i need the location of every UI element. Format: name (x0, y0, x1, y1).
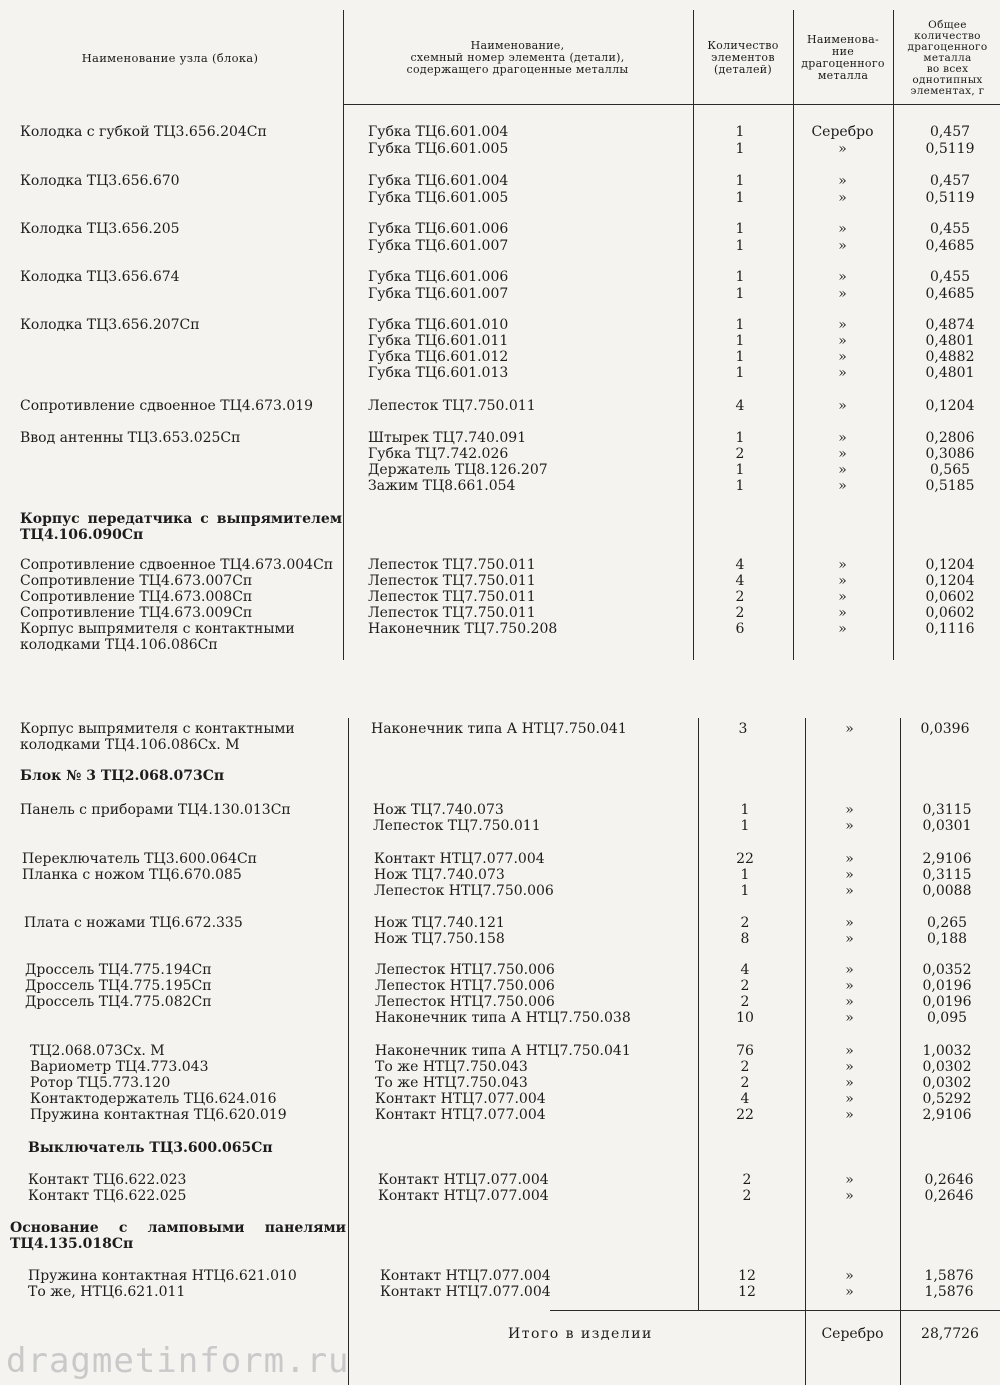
amount: 0,0196 (922, 978, 972, 994)
quantity: 4 (735, 557, 745, 573)
amount: 0,2646 (924, 1172, 974, 1188)
amount: 0,4882 (925, 349, 975, 365)
page-gap (0, 660, 1000, 718)
metal: » (838, 349, 847, 365)
node-name: Сопротивление ТЦ4.673.008Сп (20, 589, 253, 605)
amount: 2,9106 (922, 851, 972, 867)
metal: » (845, 1107, 854, 1123)
amount: 0,095 (926, 1010, 968, 1026)
amount: 0,5119 (925, 190, 975, 206)
header-element: Наименование, схемный номер элемента (детали), содержащего драгоценные металлы (406, 39, 629, 76)
quantity: 4 (735, 573, 745, 589)
column-divider-3 (793, 10, 794, 678)
node-name: Дроссель ТЦ4.775.195Сп (25, 978, 212, 994)
node-name: То же, НТЦ6.621.011 (28, 1284, 186, 1300)
amount: 0,1204 (925, 573, 975, 589)
node-name: Корпус передатчика с выпрямителем ТЦ4.106.090Сп (20, 511, 347, 543)
metal: » (845, 818, 854, 834)
metal: » (838, 462, 847, 478)
element-name: Губка ТЦ6.601.005 (368, 190, 509, 206)
quantity: 12 (738, 1268, 756, 1284)
quantity: 4 (740, 1091, 750, 1107)
node-name: Ротор ТЦ5.773.120 (30, 1075, 171, 1091)
quantity: 1 (735, 124, 745, 140)
quantity: 2 (735, 589, 745, 605)
element-name: Лепесток ТЦ7.750.011 (373, 818, 541, 834)
node-name: Дроссель ТЦ4.775.082Сп (25, 994, 212, 1010)
amount: 0,455 (929, 221, 971, 237)
amount: 0,565 (929, 462, 971, 478)
metal: » (838, 589, 847, 605)
amount: 2,9106 (922, 1107, 972, 1123)
metal: » (845, 931, 854, 947)
metal: » (845, 1188, 854, 1204)
element-name: Лепесток ТЦ7.750.011 (368, 589, 536, 605)
quantity: 6 (735, 621, 745, 637)
amount: 0,3115 (922, 867, 972, 883)
node-name: Колодка ТЦ3.656.207Сп (20, 317, 200, 333)
quantity: 22 (736, 851, 754, 867)
quantity: 2 (740, 1059, 750, 1075)
amount: 0,5119 (925, 141, 975, 157)
quantity: 1 (740, 802, 750, 818)
metal: » (838, 557, 847, 573)
element-name: Держатель ТЦ8.126.207 (368, 462, 548, 478)
element-name: Губка ТЦ6.601.007 (368, 286, 509, 302)
metal: » (838, 269, 847, 285)
quantity: 1 (735, 286, 745, 302)
element-name: Губка ТЦ6.601.010 (368, 317, 509, 333)
element-name: Наконечник типа А НТЦ7.750.038 (375, 1010, 631, 1026)
element-name: Контакт НТЦ7.077.004 (375, 1107, 546, 1123)
quantity: 22 (736, 1107, 754, 1123)
element-name: Лепесток ТЦ7.750.011 (368, 398, 536, 414)
node-name: Сопротивление ТЦ4.673.007Сп (20, 573, 253, 589)
quantity: 1 (735, 349, 745, 365)
element-name: Лепесток НТЦ7.750.006 (375, 978, 555, 994)
quantity: 1 (735, 190, 745, 206)
amount: 0,4801 (925, 333, 975, 349)
quantity: 2 (735, 605, 745, 621)
amount: 0,4685 (925, 238, 975, 254)
total-amount: 28,7726 (921, 1326, 979, 1342)
amount: 0,1204 (925, 398, 975, 414)
quantity: 1 (735, 317, 745, 333)
element-name: Лепесток ТЦ7.750.011 (368, 573, 536, 589)
amount: 0,0302 (922, 1075, 972, 1091)
node-name: Контактодержатель ТЦ6.624.016 (30, 1091, 277, 1107)
element-name: Контакт НТЦ7.077.004 (380, 1284, 551, 1300)
metal: » (845, 1284, 854, 1300)
amount: 0,4874 (925, 317, 975, 333)
element-name: Контакт НТЦ7.077.004 (380, 1268, 551, 1284)
element-name: Штырек ТЦ7.740.091 (368, 430, 527, 446)
column-divider-4 (893, 10, 894, 678)
element-name: Губка ТЦ6.601.012 (368, 349, 509, 365)
amount: 0,2806 (925, 430, 975, 446)
metal: » (845, 962, 854, 978)
node-name: Контакт ТЦ6.622.025 (28, 1188, 187, 1204)
quantity: 2 (740, 915, 750, 931)
amount: 0,0602 (925, 589, 975, 605)
quantity: 1 (740, 818, 750, 834)
column-divider-2 (693, 10, 694, 678)
amount: 0,2646 (924, 1188, 974, 1204)
metal: » (845, 883, 854, 899)
node-name: Блок № 3 ТЦ2.068.073Сп (20, 768, 225, 784)
amount: 0,5185 (925, 478, 975, 494)
metal: » (845, 1059, 854, 1075)
element-name: Губка ТЦ6.601.006 (368, 221, 509, 237)
element-name: Зажим ТЦ8.661.054 (368, 478, 516, 494)
amount: 0,0396 (920, 721, 970, 737)
element-name: Губка ТЦ6.601.006 (368, 269, 509, 285)
metal: » (838, 221, 847, 237)
metal: » (838, 238, 847, 254)
quantity: 1 (735, 141, 745, 157)
quantity: 1 (740, 883, 750, 899)
quantity: 4 (735, 398, 745, 414)
metal: » (838, 621, 847, 637)
element-name: Контакт НТЦ7.077.004 (374, 851, 545, 867)
node-name: Плата с ножами ТЦ6.672.335 (24, 915, 243, 931)
quantity: 4 (740, 962, 750, 978)
node-name: Сопротивление ТЦ4.673.009Сп (20, 605, 253, 621)
element-name: Губка ТЦ6.601.004 (368, 173, 509, 189)
node-name: Выключатель ТЦ3.600.065Сп (28, 1140, 273, 1156)
amount: 0,5292 (922, 1091, 972, 1107)
total-label: Итого в изделии (508, 1326, 653, 1342)
metal: » (838, 446, 847, 462)
element-name: Наконечник ТЦ7.750.208 (368, 621, 558, 637)
metal: » (838, 365, 847, 381)
metal: » (845, 978, 854, 994)
metal: » (845, 1043, 854, 1059)
node-name: Колодка ТЦ3.656.205 (20, 221, 180, 237)
amount: 0,265 (926, 915, 968, 931)
amount: 1,5876 (924, 1284, 974, 1300)
element-name: Контакт НТЦ7.077.004 (375, 1091, 546, 1107)
amount: 0,0352 (922, 962, 972, 978)
quantity: 1 (740, 867, 750, 883)
element-name: То же НТЦ7.750.043 (375, 1075, 528, 1091)
element-name: Лепесток НТЦ7.750.006 (375, 994, 555, 1010)
element-name: Нож ТЦ7.740.073 (374, 867, 505, 883)
metal: » (845, 721, 854, 737)
metal: » (845, 867, 854, 883)
node-name: Колодка ТЦ3.656.674 (20, 269, 180, 285)
header-metal: Наименова- ние драгоценного металла (801, 33, 885, 82)
node-name: Переключатель ТЦ3.600.064Сп (22, 851, 258, 867)
metal: » (845, 1075, 854, 1091)
quantity: 2 (742, 1188, 752, 1204)
amount: 0,0088 (922, 883, 972, 899)
quantity: 2 (740, 978, 750, 994)
element-name: Нож ТЦ7.740.121 (374, 915, 505, 931)
metal: » (838, 398, 847, 414)
metal: » (845, 915, 854, 931)
total-metal: Серебро (821, 1326, 884, 1342)
quantity: 1 (735, 365, 745, 381)
metal: » (845, 1172, 854, 1188)
header-node: Наименование узла (блока) (81, 51, 259, 65)
amount: 0,0301 (922, 818, 972, 834)
quantity: 1 (735, 221, 745, 237)
quantity: 1 (735, 269, 745, 285)
amount: 0,0602 (925, 605, 975, 621)
amount: 0,457 (929, 124, 971, 140)
node-name: Сопротивление сдвоенное ТЦ4.673.004Сп (20, 557, 334, 573)
metal: » (845, 1010, 854, 1026)
node-name: Корпус выпрямителя с контактными колодками ТЦ4.106.086Сп (20, 621, 300, 653)
node-name: Контакт ТЦ6.622.023 (28, 1172, 187, 1188)
element-name: Лепесток НТЦ7.750.006 (374, 883, 554, 899)
amount: 0,0196 (922, 994, 972, 1010)
metal: » (845, 1268, 854, 1284)
metal: » (838, 605, 847, 621)
amount: 0,1116 (925, 621, 975, 637)
element-name: Нож ТЦ7.740.073 (373, 802, 504, 818)
node-name: Вариометр ТЦ4.773.043 (30, 1059, 209, 1075)
node-name: Дроссель ТЦ4.775.194Сп (25, 962, 212, 978)
element-name: Лепесток НТЦ7.750.006 (375, 962, 555, 978)
node-name: Колодка ТЦ3.656.670 (20, 173, 180, 189)
element-name: Лепесток ТЦ7.750.011 (368, 605, 536, 621)
metal: » (845, 1091, 854, 1107)
metal: » (838, 333, 847, 349)
metal: » (838, 573, 847, 589)
element-name: Наконечник типа А НТЦ7.750.041 (371, 721, 627, 737)
element-name: Губка ТЦ6.601.013 (368, 365, 509, 381)
node-name: Ввод антенны ТЦ3.653.025Сп (20, 430, 241, 446)
quantity: 1 (735, 333, 745, 349)
header-quantity: Количество элементов (деталей) (707, 39, 779, 76)
metal: » (845, 802, 854, 818)
metal: » (838, 173, 847, 189)
quantity: 1 (735, 173, 745, 189)
node-name: Пружина контактная НТЦ6.621.010 (28, 1268, 297, 1284)
metal: » (845, 994, 854, 1010)
amount: 0,3086 (925, 446, 975, 462)
element-name: Контакт НТЦ7.077.004 (378, 1172, 549, 1188)
column-divider-2b (698, 712, 699, 1310)
metal: Серебро (811, 124, 874, 140)
element-name: Губка ТЦ6.601.011 (368, 333, 509, 349)
element-name: Контакт НТЦ7.077.004 (378, 1188, 549, 1204)
total-rule (550, 1310, 1000, 1311)
header-rule (343, 104, 1000, 105)
quantity: 1 (735, 478, 745, 494)
quantity: 3 (738, 721, 748, 737)
element-name: Губка ТЦ6.601.005 (368, 141, 509, 157)
element-name: Губка ТЦ6.601.007 (368, 238, 509, 254)
amount: 0,455 (929, 269, 971, 285)
amount: 0,4801 (925, 365, 975, 381)
metal: » (838, 478, 847, 494)
quantity: 2 (742, 1172, 752, 1188)
amount: 0,457 (929, 173, 971, 189)
metal: » (838, 317, 847, 333)
metal: » (838, 430, 847, 446)
amount: 0,4685 (925, 286, 975, 302)
element-name: Лепесток ТЦ7.750.011 (368, 557, 536, 573)
element-name: Губка ТЦ6.601.004 (368, 124, 509, 140)
amount: 0,0302 (922, 1059, 972, 1075)
node-name: Корпус выпрямителя с контактными колодками ТЦ4.106.086Сх. М (20, 721, 300, 753)
metal: » (838, 190, 847, 206)
metal: » (845, 851, 854, 867)
amount: 0,3115 (922, 802, 972, 818)
metal: » (838, 286, 847, 302)
node-name: Сопротивление сдвоенное ТЦ4.673.019 (20, 398, 314, 414)
node-name: Основание с ламповыми панелями ТЦ4.135.018Сп (10, 1220, 351, 1252)
amount: 0,188 (926, 931, 968, 947)
quantity: 8 (740, 931, 750, 947)
amount: 1,5876 (924, 1268, 974, 1284)
element-name: Нож ТЦ7.750.158 (374, 931, 505, 947)
amount: 1,0032 (922, 1043, 972, 1059)
quantity: 2 (740, 1075, 750, 1091)
node-name: Планка с ножом ТЦ6.670.085 (22, 867, 242, 883)
quantity: 1 (735, 430, 745, 446)
metal: » (838, 141, 847, 157)
amount: 0,1204 (925, 557, 975, 573)
header-amount: Общее количество драгоценного металла во всех однотипных элементах, г (907, 18, 988, 97)
node-name: ТЦ2.068.073Сх. М (30, 1043, 165, 1059)
node-name: Пружина контактная ТЦ6.620.019 (30, 1107, 287, 1123)
quantity: 2 (740, 994, 750, 1010)
element-name: Губка ТЦ7.742.026 (368, 446, 509, 462)
quantity: 1 (735, 462, 745, 478)
quantity: 12 (738, 1284, 756, 1300)
quantity: 2 (735, 446, 745, 462)
watermark: dragmetinform.ru (6, 1341, 350, 1381)
quantity: 76 (736, 1043, 754, 1059)
element-name: То же НТЦ7.750.043 (375, 1059, 528, 1075)
node-name: Панель с приборами ТЦ4.130.013Сп (20, 802, 291, 818)
node-name: Колодка с губкой ТЦ3.656.204Сп (20, 124, 267, 140)
element-name: Наконечник типа А НТЦ7.750.041 (375, 1043, 631, 1059)
quantity: 1 (735, 238, 745, 254)
quantity: 10 (736, 1010, 754, 1026)
